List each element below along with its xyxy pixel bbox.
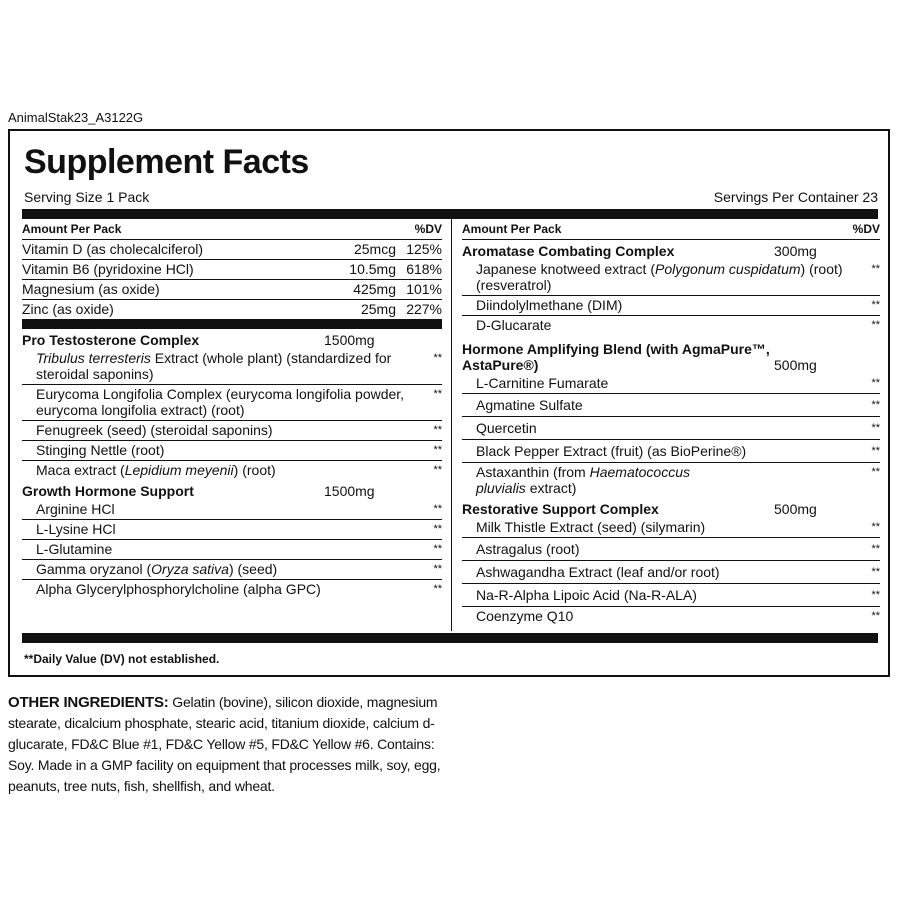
ingredient-row: Na-R-Alpha Lipoic Acid (Na-R-ALA) ** — [462, 584, 880, 607]
ingredient-row: Tribulus terresteris Extract (whole plant) (standardized for steroidal saponins) ** — [22, 349, 442, 385]
ingredient-row: Japanese knotweed extract (Polygonum cuspidatum) (root) (resveratrol) ** — [462, 260, 880, 296]
ingredient-row: Black Pepper Extract (fruit) (as BioPerine®) ** — [462, 440, 880, 463]
serving-size: Serving Size 1 Pack — [24, 189, 150, 205]
ingredient-row: Astaxanthin (from Haematococcus pluvialis extract) ** — [476, 464, 880, 496]
group-heading: Restorative Support Complex 500mg — [462, 501, 817, 517]
amount-header: Amount Per Pack — [462, 222, 562, 236]
ingredient-row: Arginine HCl ** — [22, 500, 442, 520]
ingredient-row: Diindolylmethane (DIM) ** — [462, 296, 880, 316]
ingredient-row: Alpha Glycerylphosphorylcholine (alpha GPC) ** — [36, 581, 442, 597]
ingredient-row: L-Lysine HCl ** — [22, 520, 442, 540]
ingredient-row: Fenugreek (seed) (steroidal saponins) ** — [22, 421, 442, 441]
other-ingredients-text: Gelatin (bovine), silicon dioxide, magnesium stearate, dicalcium phosphate, stearic acid, titanium dioxide, calcium d-glucarate, FD&C Blue #1, FD&C Yellow #5, FD&C Yellow #6. Contains: Soy. Made in a GMP facility on equipment that processes milk, soy, egg, peanuts, tree nuts, fish, shellfish, and wheat. — [8, 694, 441, 794]
right-header — [462, 219, 880, 240]
right-column — [462, 219, 880, 626]
amount-header: Amount Per Pack — [22, 222, 122, 236]
dv-header: %DV — [852, 222, 880, 236]
ingredient-row: Eurycoma Longifolia Complex (eurycoma longifolia powder, eurycoma longifolia extract) (root) ** — [22, 385, 442, 421]
nutrient-row: Zinc (as oxide) 25mg 227% — [22, 301, 442, 317]
ingredient-row: Milk Thistle Extract (seed) (silymarin) ** — [462, 518, 880, 538]
section-rule — [22, 319, 442, 329]
top-rule — [22, 209, 878, 219]
group-heading: Growth Hormone Support 1500mg — [22, 483, 375, 499]
servings-per-container: Servings Per Container 23 — [713, 189, 878, 205]
ingredient-row: D-Glucarate ** — [476, 317, 880, 333]
product-code: AnimalStak23_A3122G — [8, 110, 144, 125]
ingredient-row: Astragalus (root) ** — [462, 538, 880, 561]
column-divider — [451, 219, 452, 631]
ingredient-row: Maca extract (Lepidium meyenii) (root) ** — [36, 462, 442, 478]
group-heading: Aromatase Combating Complex 300mg — [462, 243, 817, 259]
ingredient-row: L-Glutamine ** — [22, 540, 442, 560]
ingredient-row: Ashwagandha Extract (leaf and/or root) ** — [462, 561, 880, 584]
group-heading: Pro Testosterone Complex 1500mg — [22, 332, 375, 348]
nutrient-row: Vitamin D (as cholecalciferol) 25mcg 125% — [22, 240, 442, 260]
nutrient-row: Magnesium (as oxide) 425mg 101% — [22, 280, 442, 300]
ingredient-row: Gamma oryzanol (Oryza sativa) (seed) ** — [22, 560, 442, 580]
facts-title: Supplement Facts — [24, 143, 309, 181]
bottom-rule — [22, 633, 878, 643]
ingredient-row: Agmatine Sulfate ** — [462, 394, 880, 417]
left-header — [22, 219, 442, 240]
ingredient-row: L-Carnitine Fumarate ** — [462, 374, 880, 394]
dv-header: %DV — [414, 222, 442, 236]
group-heading: Hormone Amplifying Blend (with AgmaPure™, AstaPure®) 500mg — [462, 341, 817, 373]
dv-footnote: **Daily Value (DV) not established. — [24, 652, 220, 666]
nutrient-row: Vitamin B6 (pyridoxine HCl) 10.5mg 618% — [22, 260, 442, 280]
ingredient-row: Quercetin ** — [462, 417, 880, 440]
supplement-facts-panel — [8, 129, 890, 677]
ingredient-row: Coenzyme Q10 ** — [476, 608, 880, 624]
left-column — [22, 219, 442, 599]
other-ingredients — [8, 692, 448, 797]
ingredient-row: Stinging Nettle (root) ** — [22, 441, 442, 461]
other-ingredients-label: OTHER INGREDIENTS: — [8, 694, 169, 711]
